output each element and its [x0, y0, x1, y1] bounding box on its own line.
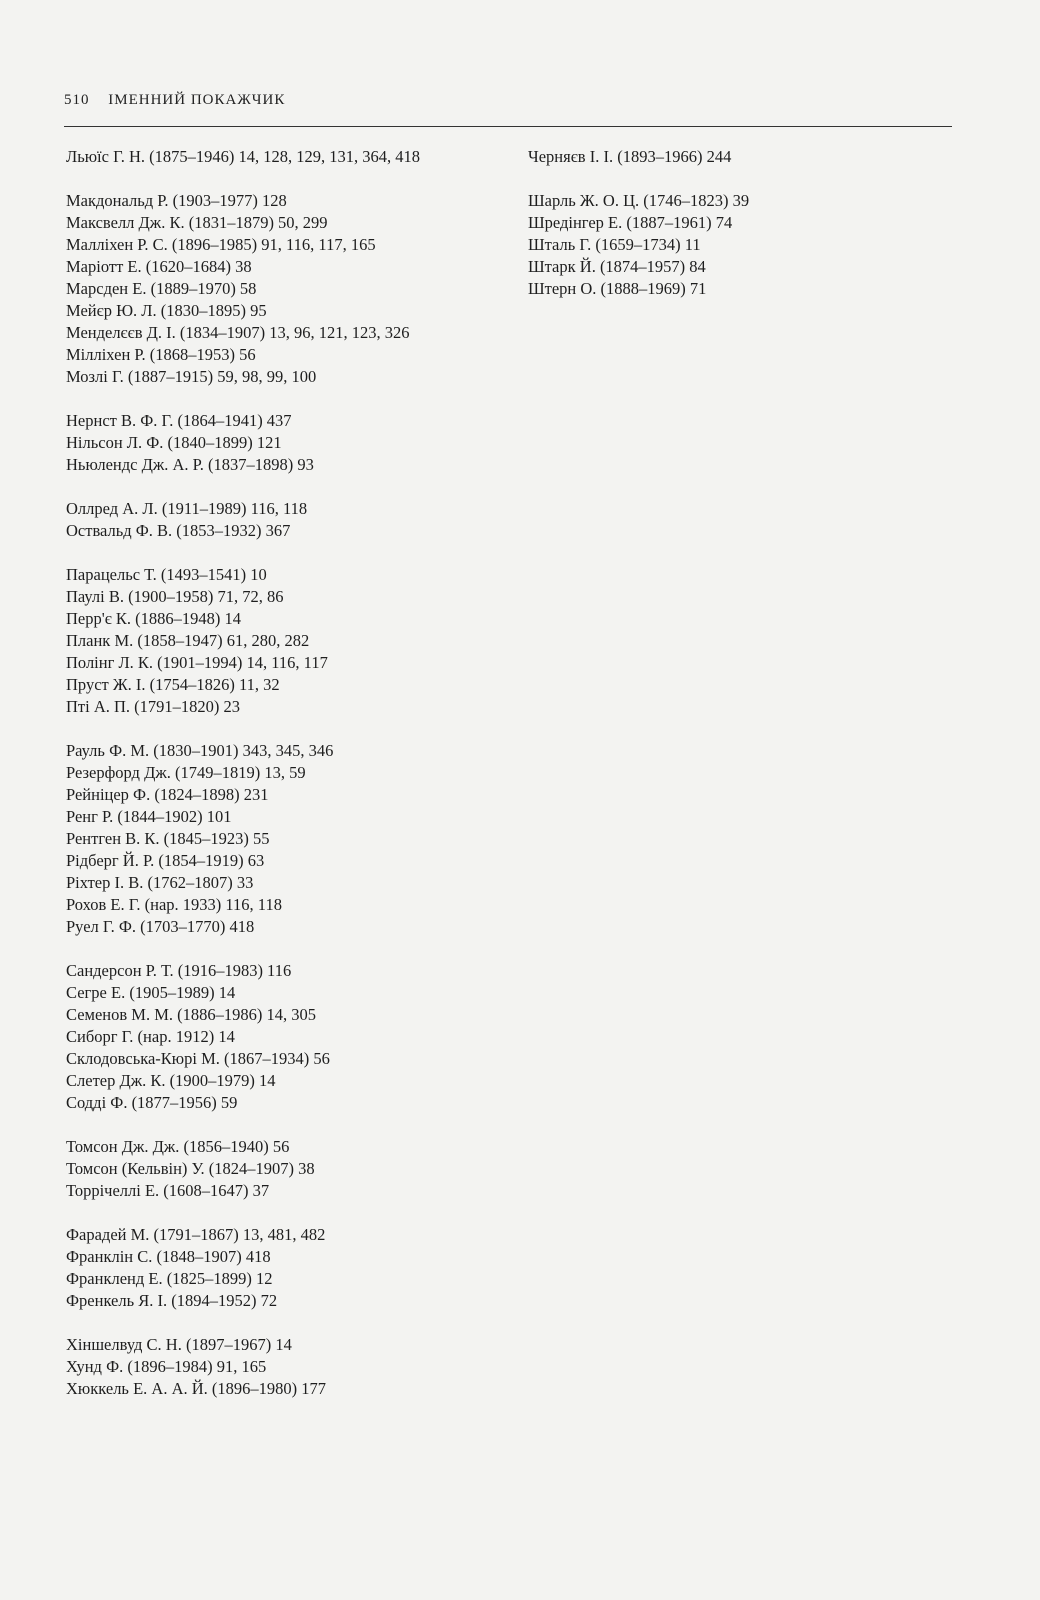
index-entry: Оствальд Ф. В. (1853–1932) 367 — [66, 521, 291, 540]
index-entry: Ренг Р. (1844–1902) 101 — [66, 807, 232, 826]
index-entry: Оллред А. Л. (1911–1989) 116, 118 — [66, 499, 308, 518]
index-entry: Слетер Дж. К. (1900–1979) 14 — [66, 1071, 276, 1090]
index-entry: Максвелл Дж. К. (1831–1879) 50, 299 — [66, 213, 328, 232]
index-entry: Шредінгер Е. (1887–1961) 74 — [528, 213, 733, 232]
index-entry: Руел Г. Ф. (1703–1770) 418 — [66, 917, 255, 936]
index-entry: Шталь Г. (1659–1734) 11 — [528, 235, 701, 254]
index-entry: Пруст Ж. І. (1754–1826) 11, 32 — [66, 675, 280, 694]
index-entry: Хіншелвуд С. Н. (1897–1967) 14 — [66, 1335, 292, 1354]
index-entry: Штарк Й. (1874–1957) 84 — [528, 257, 706, 276]
index-entry: Ньюлендс Дж. А. Р. (1837–1898) 93 — [66, 455, 314, 474]
index-entry: Макдональд Р. (1903–1977) 128 — [66, 191, 287, 210]
index-entry: Рауль Ф. М. (1830–1901) 343, 345, 346 — [66, 741, 334, 760]
letter-group — [66, 1334, 496, 1400]
index-entry: Шарль Ж. О. Ц. (1746–1823) 39 — [528, 191, 750, 210]
index-entry: Парацельс Т. (1493–1541) 10 — [66, 565, 267, 584]
index-entry: Франкленд Е. (1825–1899) 12 — [66, 1269, 273, 1288]
index-entry: Паулі В. (1900–1958) 71, 72, 86 — [66, 587, 284, 606]
index-entry: Фарадей М. (1791–1867) 13, 481, 482 — [66, 1225, 326, 1244]
index-entry: Склодовська-Кюрі М. (1867–1934) 56 — [66, 1049, 330, 1068]
letter-group — [66, 564, 496, 718]
index-entry: Рідберг Й. Р. (1854–1919) 63 — [66, 851, 265, 870]
index-entry: Марсден Е. (1889–1970) 58 — [66, 279, 257, 298]
letter-group — [66, 410, 496, 476]
letter-group — [66, 1224, 496, 1312]
letter-group — [66, 146, 496, 168]
index-entry: Малліхен Р. С. (1896–1985) 91, 116, 117, 165 — [66, 235, 376, 254]
page-number: 510 — [64, 92, 90, 108]
index-entry: Пті А. П. (1791–1820) 23 — [66, 697, 241, 716]
running-header — [64, 92, 952, 109]
letter-group — [66, 960, 496, 1114]
index-entry: Маріотт Е. (1620–1684) 38 — [66, 257, 252, 276]
index-entry: Содді Ф. (1877–1956) 59 — [66, 1093, 238, 1112]
running-title: ІМЕННИЙ ПОКАЖЧИК — [108, 92, 286, 108]
index-entry: Рейніцер Ф. (1824–1898) 231 — [66, 785, 269, 804]
index-entry: Семенов М. М. (1886–1986) 14, 305 — [66, 1005, 316, 1024]
letter-group — [528, 190, 948, 300]
index-entry: Хунд Ф. (1896–1984) 91, 165 — [66, 1357, 267, 1376]
letter-group — [66, 190, 496, 388]
index-entry: Полінг Л. К. (1901–1994) 14, 116, 117 — [66, 653, 328, 672]
index-entry: Томсон Дж. Дж. (1856–1940) 56 — [66, 1137, 290, 1156]
index-entry: Франклін С. (1848–1907) 418 — [66, 1247, 271, 1266]
index-column-right — [528, 146, 948, 322]
index-entry: Рохов Е. Г. (нар. 1933) 116, 118 — [66, 895, 282, 914]
header-rule — [64, 126, 952, 127]
index-entry: Хюккель Е. А. А. Й. (1896–1980) 177 — [66, 1379, 327, 1398]
index-entry: Перр'є К. (1886–1948) 14 — [66, 609, 242, 628]
index-entry: Резерфорд Дж. (1749–1819) 13, 59 — [66, 763, 306, 782]
index-entry: Ріхтер І. В. (1762–1807) 33 — [66, 873, 254, 892]
index-entry: Сандерсон Р. Т. (1916–1983) 116 — [66, 961, 292, 980]
index-entry: Менделєєв Д. І. (1834–1907) 13, 96, 121, 123, 326 — [66, 323, 410, 342]
index-column-left — [66, 146, 496, 1422]
index-entry: Рентген В. К. (1845–1923) 55 — [66, 829, 270, 848]
letter-group — [528, 146, 948, 168]
index-entry: Томсон (Кельвін) У. (1824–1907) 38 — [66, 1159, 315, 1178]
index-entry: Нернст В. Ф. Г. (1864–1941) 437 — [66, 411, 292, 430]
index-entry: Планк М. (1858–1947) 61, 280, 282 — [66, 631, 310, 650]
index-entry: Торрічеллі Е. (1608–1647) 37 — [66, 1181, 270, 1200]
index-entry: Френкель Я. І. (1894–1952) 72 — [66, 1291, 278, 1310]
index-entry: Нільсон Л. Ф. (1840–1899) 121 — [66, 433, 282, 452]
index-entry: Мейєр Ю. Л. (1830–1895) 95 — [66, 301, 267, 320]
letter-group — [66, 498, 496, 542]
index-entry: Черняєв І. І. (1893–1966) 244 — [528, 147, 732, 166]
index-entry: Льюїс Г. Н. (1875–1946) 14, 128, 129, 131, 364, 418 — [66, 147, 421, 166]
index-entry: Сегре Е. (1905–1989) 14 — [66, 983, 236, 1002]
index-entry: Штерн О. (1888–1969) 71 — [528, 279, 707, 298]
index-entry: Мозлі Г. (1887–1915) 59, 98, 99, 100 — [66, 367, 317, 386]
index-entry: Мілліхен Р. (1868–1953) 56 — [66, 345, 256, 364]
index-entry: Сиборг Г. (нар. 1912) 14 — [66, 1027, 235, 1046]
letter-group — [66, 1136, 496, 1202]
letter-group — [66, 740, 496, 938]
